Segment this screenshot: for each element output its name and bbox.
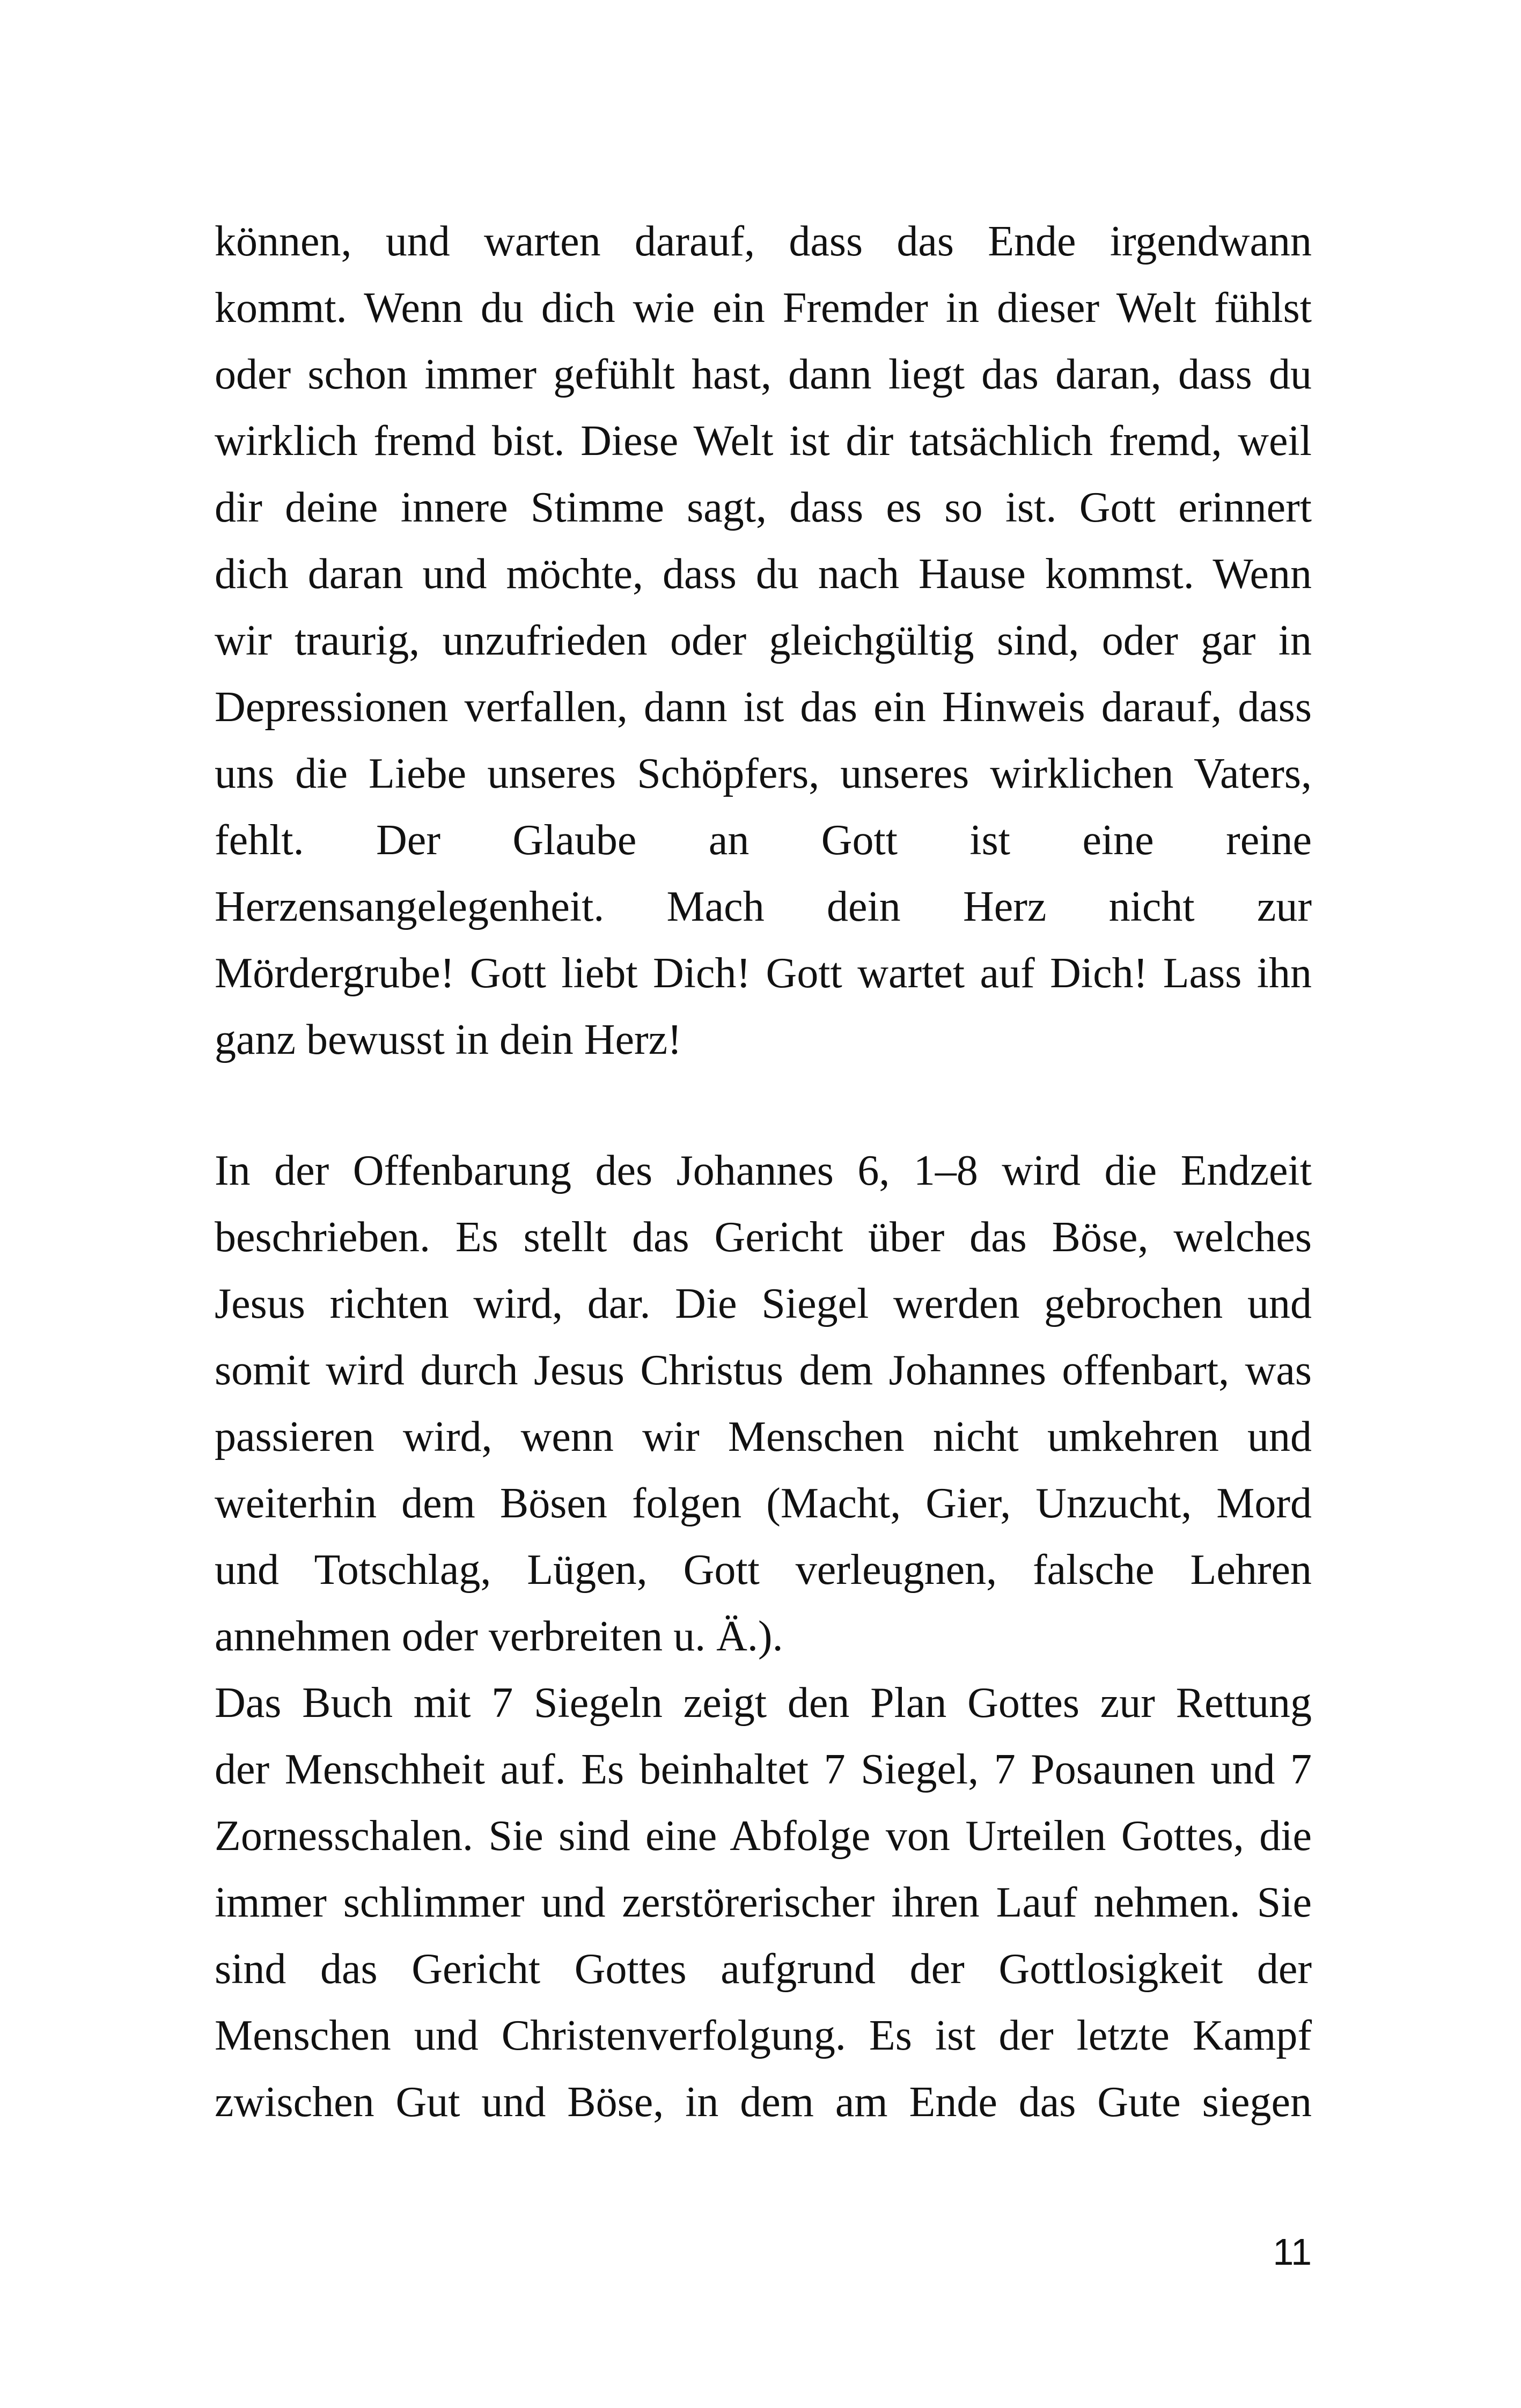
text-line: Herzensangelegenheit. Mach dein Herz nicht zur <box>215 883 1312 930</box>
text-line: sind das Gericht Gottes aufgrund der Gottlosigkeit der <box>215 1946 1312 1993</box>
text-line: ganz bewusst in dein Herz! <box>215 1016 682 1063</box>
text-line: zwischen Gut und Böse, in dem am Ende das Gute siegen <box>215 2079 1312 2126</box>
text-line: wirklich fremd bist. Diese Welt ist dir tatsächlich fremd, weil <box>215 417 1312 465</box>
page-number: 11 <box>1273 2231 1312 2273</box>
text-line: können, und warten darauf, dass das Ende irgendwann <box>215 218 1312 265</box>
text-line: somit wird durch Jesus Christus dem Johannes offenbart, was <box>215 1347 1312 1394</box>
text-line: Zornesschalen. Sie sind eine Abfolge von Urteilen Gottes, die <box>215 1812 1312 1860</box>
text-line: und Totschlag, Lügen, Gott verleugnen, falsche Lehren <box>215 1546 1312 1594</box>
text-line: beschrieben. Es stellt das Gericht über das Böse, welches <box>215 1214 1312 1261</box>
text-line: Jesus richten wird, dar. Die Siegel werden gebrochen und <box>215 1280 1312 1327</box>
text-line: wir traurig, unzufrieden oder gleichgültig sind, oder gar in <box>215 617 1312 664</box>
text-line: passieren wird, wenn wir Menschen nicht umkehren und <box>215 1413 1312 1460</box>
text-line: kommt. Wenn du dich wie ein Fremder in dieser Welt fühlst <box>215 284 1312 332</box>
text-line: weiterhin dem Bösen folgen (Macht, Gier, Unzucht, Mord <box>215 1480 1312 1527</box>
text-line: Depressionen verfallen, dann ist das ein Hinweis darauf, dass <box>215 684 1312 731</box>
text-line: annehmen oder verbreiten u. Ä.). <box>215 1613 783 1660</box>
text-line: fehlt. Der Glaube an Gott ist eine reine <box>215 817 1312 864</box>
text-line: In der Offenbarung des Johannes 6, 1–8 wird die Endzeit <box>215 1147 1312 1194</box>
text-line: Mördergrube! Gott liebt Dich! Gott wartet auf Dich! Lass ihn <box>215 950 1312 997</box>
text-line: Das Buch mit 7 Siegeln zeigt den Plan Gottes zur Rettung <box>215 1679 1312 1727</box>
text-line: dir deine innere Stimme sagt, dass es so ist. Gott erinnert <box>215 484 1312 531</box>
paragraph-1 <box>215 208 1312 1073</box>
text-line: oder schon immer gefühlt hast, dann liegt das daran, dass du <box>215 351 1312 398</box>
text-line: dich daran und möchte, dass du nach Hause kommst. Wenn <box>215 550 1312 598</box>
paragraph-2 <box>215 1137 1312 2135</box>
text-line: Menschen und Christenverfolgung. Es ist der letzte Kampf <box>215 2012 1312 2059</box>
text-line: uns die Liebe unseres Schöpfers, unseres wirklichen Vaters, <box>215 750 1312 797</box>
text-line: immer schlimmer und zerstörerischer ihren Lauf nehmen. Sie <box>215 1879 1312 1926</box>
text-line: der Menschheit auf. Es beinhaltet 7 Siegel, 7 Posaunen und 7 <box>215 1746 1312 1793</box>
